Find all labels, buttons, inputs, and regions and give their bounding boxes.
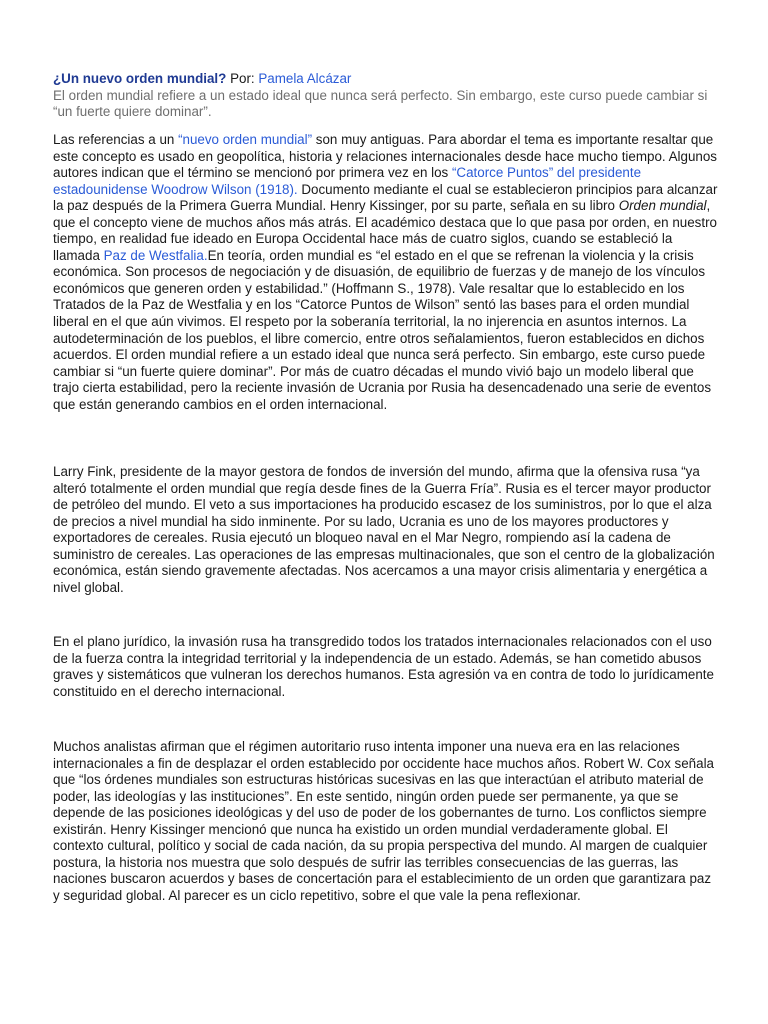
byline-label: Por: (226, 71, 259, 86)
paragraph-1 (53, 132, 721, 413)
link-nuevo-orden-mundial[interactable]: “nuevo orden mundial” (178, 132, 313, 147)
link-paz-de-westfalia[interactable]: Paz de Westfalia. (103, 247, 208, 263)
article-subtitle: El orden mundial refiere a un estado ideal que nunca será perfecto. Sin embargo, este curso puede cambiar si “un fuerte quiere dominar”. (53, 87, 708, 119)
book-title: Orden mundial (618, 198, 707, 214)
paragraph-4: Muchos analistas afirman que el régimen autoritario ruso intenta imponer una nueva era en las relaciones internacionales a fin de desplazar el orden establecido por occidente hace muchos años. Robert W. Cox señala que “los órdenes mundiales son estructuras históricas sucesivas en las que interactúan el atributo material de poder, las ideologías y las instituciones”. En este sentido, ningún orden puede ser permanente, ya que se depende de las posiciones ideológicas y del uso de poder de los gobernantes de turno. Los conflictos siempre existirán. Henry Kissinger mencionó que nunca ha existido un orden mundial verdaderamente global. El contexto cultural, político y social de cada nación, da su propia perspectiva del mundo. Al margen de cualquier postura, la historia nos muestra que solo después de sufrir las terribles consecuencias de las guerras, las naciones buscaron acuerdos y bases de concertación para el establecimiento de un orden que garantizara paz y seguridad global. Al parecer es un ciclo repetitivo, sobre el que vale la pena reflexionar. (53, 739, 714, 903)
paragraph-1-text: son muy antiguas. Para abordar el tema es importante resaltar que este concepto es usado en geopolítica, historia y relaciones internacionales desde hace mucho tiempo. Algunos autores indican que el término se mencionó por primera vez en los (53, 132, 717, 181)
paragraph-3: En el plano jurídico, la invasión rusa ha transgredido todos los tratados internacionales relacionados con el uso de la fuerza contra la integridad territorial y la independencia de un estado. Además, se han cometido abusos graves y sistemáticos que vulneran los derechos humanos. Esta agresión va en contra de todo lo jurídicamente constituido en el derecho internacional. (53, 634, 714, 699)
paragraph-1-text: Documento mediante el cual se establecieron principios para alcanzar la paz después de la Primera Guerra Mundial. Henry Kissinger, por su parte, señala en su libro (53, 181, 718, 214)
paragraph-1-text: En teoría, orden mundial es “el estado en el que se refrenan la violencia y la crisis económica. Son procesos de negociación y de disuasión, de equilibrio de fuerzas y de manejo de los vínculos económicos que generen orden y estabilidad.” (Hoffmann S., 1978). Vale resaltar que lo establecido en los Tratados de la Paz de Westfalia y en los “Catorce Puntos de Wilson” sentó las bases para el orden mundial liberal en el que aún vivimos. El respeto por la soberanía territorial, la no injerencia en asuntos internos. La autodeterminación de los pueblos, el libre comercio, entre otros señalamientos, fueron establecidos en dichos acuerdos. El orden mundial refiere a un estado ideal que nunca será perfecto. Sin embargo, este curso puede cambiar si “un fuerte quiere dominar”. Por más de cuatro décadas el mundo vivió bajo un modelo liberal que trajo cierta estabilidad, pero la reciente invasión de Ucrania por Rusia ha desencadenado una serie de eventos que están generando cambios en el orden internacional. (53, 247, 712, 412)
article-header (53, 71, 723, 121)
link-catorce-puntos[interactable]: “Catorce Puntos” del presidente estadounidense Woodrow Wilson (1918). (53, 165, 642, 197)
paragraph-1-text: Las referencias a un (53, 132, 179, 147)
article-title: ¿Un nuevo orden mundial? (53, 71, 227, 86)
title-line (53, 71, 723, 88)
author-link[interactable]: Pamela Alcázar (258, 71, 352, 86)
paragraph-1-text: , que el concepto viene de muchos años más atrás. El académico destaca que lo que pasa por orden, en nuestro tiempo, en realidad fue ideado en Europa Occidental hace más de cuatro siglos, cuando se estableció la llamada (53, 198, 718, 263)
paragraph-2: Larry Fink, presidente de la mayor gestora de fondos de inversión del mundo, afirma que la ofensiva rusa “ya alteró totalmente el orden mundial que regía desde fines de la Guerra Fría”. Rusia es el tercer mayor productor de petróleo del mundo. El veto a sus importaciones ha producido escasez de los suministros, por lo que el alza de precios a nivel mundial ha sido inminente. Por su lado, Ucrania es uno de los mayores productores y exportadores de cereales. Rusia ejecutó un bloqueo naval en el Mar Negro, rompiendo así la cadena de suministro de cereales. Las operaciones de las empresas multinacionales, que son el centro de la globalización económica, están siendo gravemente afectadas. Nos acercamos a una mayor crisis alimentaria y energética a nivel global. (53, 464, 715, 595)
